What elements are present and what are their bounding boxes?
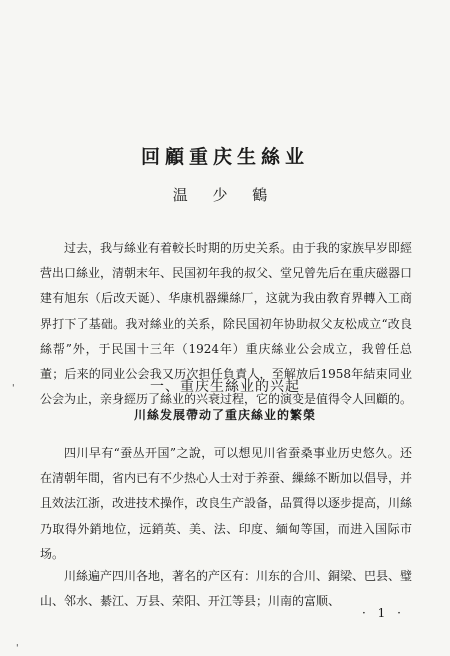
margin-mark: ' (16, 644, 19, 654)
margin-mark: ' (12, 384, 15, 394)
intro-paragraph: 过去，我与絲业有着較长时期的历史关系。由于我的家族早岁即經营出口絲业，清朝末年、民国初年我的叔父、堂兄曾先后在重庆磁器口建有旭东（后改天诞）、华康机器繅絲厂，这就为我由敎育界轉入工商界打下了基础。我对絲业的关系，除民国初年协助叔父友松成立“改良絲帮”外，于民国十三年（1924年）重庆絲业公会成立，我曾任总董；后来的同业公会我又历次担任負責人，至解放后1958年結束同业公会为止，亲身經历了絲业的兴衰过程，它的演变是值得令人回顧的。 (40, 241, 413, 407)
section-heading: 一、重庆生絲业的兴起 (150, 379, 300, 395)
body-paragraph: 四川早有“蚕丛开国”之說，可以想见川省蚕桑事业历史悠久。还在清朝年間，省内已有不少热心人士对于养蚕、繅絲不断加以倡导，并且效法江浙，改进技术操作，改良生产設备，品質得以逐步提高，川絲乃取得外銷地位，远銷英、美、法、印度、緬甸等国，而进入国际市场。 (40, 446, 413, 561)
article-title: 回顧重庆生絲业 (140, 146, 309, 168)
section-subheading: 川絲发展帶动了重庆絲业的繁榮 (133, 408, 316, 422)
page-number: · 1 · (362, 606, 405, 620)
author-name: 温 少 鶴 (172, 186, 278, 204)
body-paragraph-continued: 川絲遍产四川各地，著名的产区有：川东的合川、銅梁、巴县、璧山、邻水、綦江、万县、荣阳、开江等县；川南的富顺、 (40, 569, 413, 609)
